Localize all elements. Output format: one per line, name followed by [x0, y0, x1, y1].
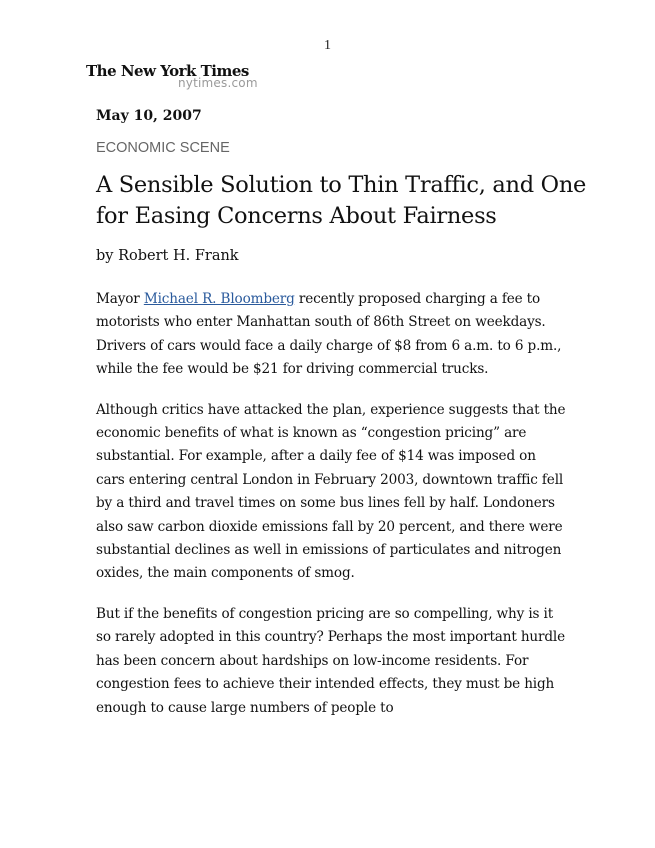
- article-headline: A Sensible Solution to Thin Traffic, and One for Easing Concerns About Fairness: [96, 172, 587, 229]
- masthead-logo: [86, 62, 256, 96]
- bloomberg-link[interactable]: Michael R. Bloomberg: [143, 291, 295, 307]
- newspaper-logo: The New York Times: [86, 62, 249, 80]
- article-byline: by Robert H. Frank: [96, 248, 239, 264]
- paragraph-1-lead: Mayor: [96, 291, 144, 307]
- article-date: May 10, 2007: [96, 108, 202, 124]
- paragraph-1: [96, 288, 566, 382]
- page-number: 1: [324, 38, 331, 53]
- article-body: [96, 288, 566, 737]
- paragraph-3: But if the benefits of congestion pricing are so compelling, why is it so rarely adopted in this country? Perhaps the most important hurdle has been concern about hardships on low-income residents. For congestion fees to achieve their intended effects, they must be high enough to cause large numbers of people to: [96, 605, 566, 716]
- paragraph-1-rest: recently proposed charging a fee to motorists who enter Manhattan south of 86th Street on weekdays. Drivers of cars would face a daily charge of $8 from 6 a.m. to 6 p.m., while the fee would be $21 for driving commercial trucks.: [96, 291, 562, 378]
- site-url: nytimes.com: [178, 76, 258, 90]
- section-kicker: ECONOMIC SCENE: [96, 140, 230, 156]
- paragraph-2: Although critics have attacked the plan, experience suggests that the economic benefits of what is known as “congestion pricing” are substantial. For example, after a daily fee of $14 was imposed on cars entering central London in February 2003, downtown traffic fell by a third and travel times on some bus lines fell by half. Londoners also saw carbon dioxide emissions fall by 20 percent, and there were substantial declines as well in emissions of particulates and nitrogen oxides, the main components of smog.: [96, 401, 566, 582]
